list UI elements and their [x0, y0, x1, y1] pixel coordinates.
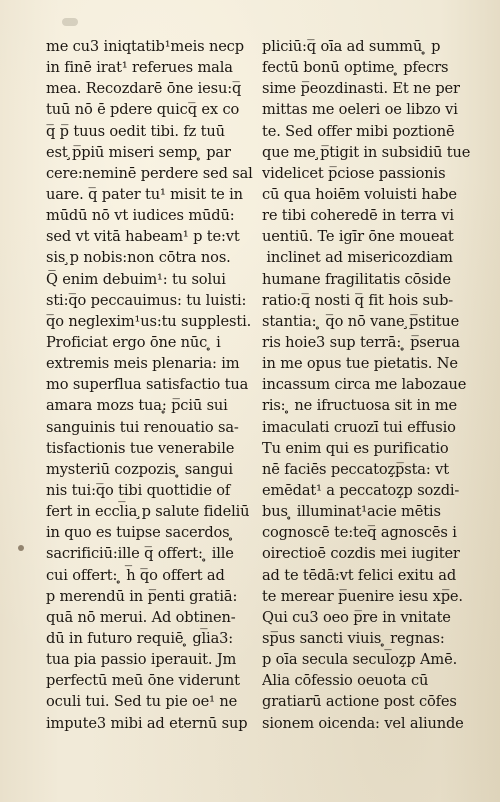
ink-stain: [18, 545, 24, 551]
left-column-line: fert in eccl̅ia ̧p salute fideliū: [46, 503, 250, 521]
right-column-line: in me opus tue pietatis. Ne: [262, 355, 458, 373]
left-column-line: est ̧p̅piū miseri semp ̥ par: [46, 143, 231, 161]
left-column-line: nis tui:q̅o tibi quottidie of: [46, 481, 231, 499]
right-column-line: ratio:q̅ nosti q̅ fit hois sub-: [262, 291, 454, 309]
left-column-line: quā nō merui. Ad obtinen-: [46, 608, 236, 626]
right-column-line: gratiarū actione post cōfes: [262, 693, 457, 711]
right-column-line: uentiū. Te igīr ōne moueat: [262, 228, 454, 246]
right-column-line: stantia: ̥ q̅o nō vane ̧p̅stitue: [262, 312, 460, 330]
left-column-line: mysteriū cozpozis ̥ sangui: [46, 460, 233, 478]
folio-smudge: [62, 18, 78, 26]
right-column-line: Tu enim qui es purificatio: [262, 439, 449, 457]
right-column-line: ris hoie3 sup terrā: ̥ p̅serua: [262, 333, 460, 351]
left-column-line: sanguinis tui renouatio sa-: [46, 418, 239, 436]
right-column-line: incassum circa me labozaue: [262, 376, 467, 394]
left-column-line: in quo es tuipse sacerdos ̥: [46, 524, 235, 542]
left-column-line: sis ̧p nobis:non cōtra nos.: [46, 249, 231, 267]
right-column-line: mittas me oeleri oe libzo vi: [262, 101, 458, 119]
right-column-line: bus ̥ illuminat¹acie mētis: [262, 503, 441, 521]
right-text-column: [262, 36, 488, 734]
right-column-line: cognoscē te:teq̅ agnoscēs i: [262, 524, 457, 542]
right-column-line: te. Sed offer mibi poztionē: [262, 122, 455, 140]
left-column-line: uare. q̅ pater tu¹ misit te in: [46, 185, 243, 203]
left-column-line: mo superflua satisfactio tua: [46, 376, 249, 394]
left-column-line: cui offert: ̥ h̅ q̅o offert ad: [46, 566, 225, 584]
right-column-line: emēdat¹ a peccatoz̧p sozdi-: [262, 481, 460, 499]
left-column-line: mūdū nō vt iudices mūdū:: [46, 207, 235, 225]
right-column-line: fectū bonū optime ̥ pfecrs: [262, 59, 449, 77]
right-column-line: que me ̧p̅tigit in subsidiū tue: [262, 143, 471, 161]
right-column-line: nē faciēs peccatoz̧p̅sta: vt: [262, 460, 449, 478]
left-column-line: Proficiat ergo ōne nūc ̥ i: [46, 333, 221, 351]
left-column-line: amara mozs tua:̥ p̅ciū sui: [46, 397, 228, 415]
right-column-line: pliciū:q̅ oīa ad summū ̥ p: [262, 38, 441, 55]
right-column-line: humane fragilitatis cōside: [262, 270, 451, 288]
right-column-line: ̥ inclinet ad misericozdiam: [262, 249, 453, 267]
right-column-line: Alia cōfessio oeuota cū: [262, 672, 429, 690]
right-column-line: re tibi coheredē in terra vi: [262, 207, 454, 225]
left-column-line: mea. Recozdarē ōne iesu:q̅: [46, 80, 242, 98]
right-column-line: Qui cu3 oeo p̅re in vnitate: [262, 608, 451, 626]
left-column-line: sti:q̅o peccauimus: tu luisti:: [46, 291, 247, 309]
right-column-line: sionem oicenda: vel aliunde: [262, 714, 464, 732]
right-column-line: sp̅us sancti viuis ̥ regnas:: [262, 629, 445, 647]
right-column-line: cū qua hoiēm voluisti habe: [262, 185, 457, 203]
left-column-line: q̅o neglexim¹us:tu supplesti.: [46, 312, 252, 330]
left-column-line: sed vt vitā habeam¹ p te:vt: [46, 228, 240, 246]
left-column-line: extremis meis plenaria: im: [46, 355, 240, 373]
right-column-line: ad te tēdā:vt felici exitu ad: [262, 566, 457, 584]
right-column-line: oirectioē cozdis mei iugiter: [262, 545, 460, 563]
left-column-line: tua pia passio iperauit. Jm: [46, 651, 237, 669]
left-text-column: [46, 36, 256, 734]
left-column-line: impute3 mibi ad eternū sup: [46, 714, 248, 732]
left-column-line: cere:neminē perdere sed sal: [46, 164, 253, 182]
left-column-line: Q̅ enim debuim¹: tu solui: [46, 270, 226, 288]
left-column-line: perfectū meū ōne viderunt: [46, 672, 240, 690]
right-column-line: te merear p̅uenire iesu xp̅e.: [262, 587, 463, 605]
left-column-line: sacrificiū:ille q̅ offert: ̥ ille: [46, 545, 234, 563]
left-column-line: in finē irat¹ referues mala: [46, 59, 233, 77]
left-column-line: oculi tui. Sed tu pie oe¹ ne: [46, 693, 238, 711]
left-column-line: q̅ p̅ tuus oedit tibi. fz tuū: [46, 122, 225, 140]
left-column-line: tuū nō ē pdere quicq̅ ex co: [46, 101, 240, 119]
right-column-line: videlicet p̅ciose passionis: [262, 164, 446, 182]
left-column-line: tisfactionis tue venerabile: [46, 439, 235, 457]
right-column-line: imaculati cruozī tui effusio: [262, 418, 456, 436]
right-column-line: sime p̅eozdinasti. Et ne per: [262, 80, 460, 98]
right-column-line: ris: ̥ ne ifructuosa sit in me: [262, 397, 457, 415]
left-column-line: dū in futuro requiē ̥ gl̅ia3:: [46, 629, 234, 647]
left-column-line: me cu3 iniqtatib¹meis necp: [46, 38, 244, 55]
right-column-line: p oīa secula secul̅oz̧p Amē.: [262, 651, 458, 669]
left-column-line: ̧p merendū in p̅enti gratiā:: [46, 587, 238, 605]
